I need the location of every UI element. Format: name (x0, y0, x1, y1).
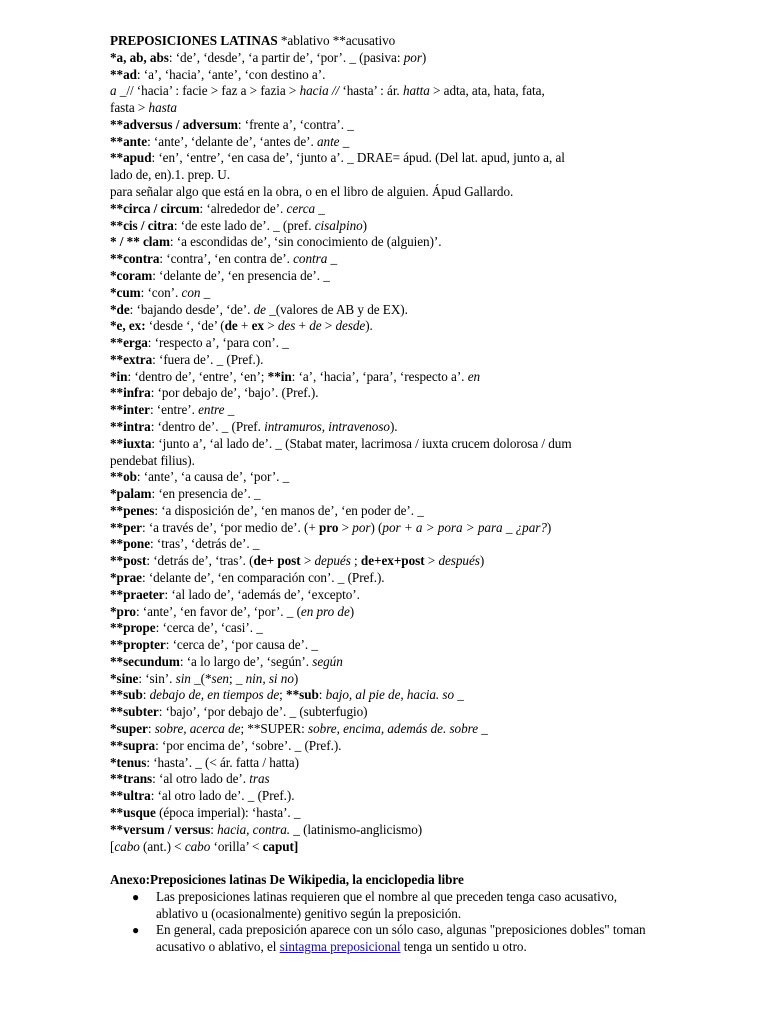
entry-text: ) (293, 670, 299, 686)
entry-text: (ant.) < (139, 838, 185, 854)
entry-text: : ‘frente a’, ‘contra’. _ (237, 116, 354, 132)
entry-text: _ (339, 133, 350, 149)
entry-keyword: *cum (110, 284, 141, 300)
entry-keyword: pro (319, 519, 339, 535)
entry-text: : ‘ante’, ‘delante de’, ‘antes de’. (147, 133, 317, 149)
entry-keyword: **ante (110, 133, 148, 149)
entry-italic-text: de (309, 318, 322, 334)
entry-line (110, 839, 660, 856)
entry-line (110, 251, 660, 268)
entry-keyword: de (224, 318, 238, 334)
entry-line (110, 419, 660, 436)
entry-keyword: * / ** clam (110, 234, 170, 250)
entry-italic-text: después (438, 553, 480, 569)
entry-line (110, 117, 660, 134)
entry-italic-text: hasta (148, 100, 177, 116)
entry-text: : ‘al otro lado de’. _ (Pref.). (150, 788, 295, 804)
entry-italic-text: depués (314, 553, 351, 569)
entry-text: para señalar algo que está en la obra, o en el libro de alguien. Ápud Gallardo. (110, 184, 514, 200)
entry-text: pendebat filius). (110, 452, 195, 468)
entry-text: _ (478, 721, 488, 737)
annex-bullet-item (132, 922, 660, 956)
entry-text: _ (224, 402, 235, 418)
entry-line (110, 553, 660, 570)
entry-keyword: de+ex+post (360, 553, 425, 569)
entry-keyword: *tenus (110, 754, 147, 770)
entry-italic-text: con (181, 284, 201, 300)
entry-text: : ‘cerca de’, ‘por causa de’. _ (165, 637, 318, 653)
entry-keyword: *pro (110, 603, 136, 619)
bullet-icon: ● (132, 889, 140, 904)
entry-text: ) (349, 603, 355, 619)
entry-text: > (300, 553, 315, 569)
entry-line (110, 318, 660, 335)
annex-bullet-text: Las preposiciones latinas requieren que el nombre al que preceden tenga caso acusativo, ablativo u (ocasionalmente) genitivo según la preposición. (156, 888, 618, 921)
entry-italic-text: ante (316, 133, 340, 149)
annex-bullet-text: En general, cada preposición aparece con un sólo caso, algunas "preposiciones dobles" toman acusativo o ablativo, el (156, 922, 646, 955)
entry-text: : ‘por debajo de’, ‘bajo’. (Pref.). (150, 385, 319, 401)
entry-text: : ‘sin’. (138, 670, 176, 686)
entry-line (110, 755, 660, 772)
entry-text: _(valores de AB y de EX). (265, 301, 408, 317)
entry-text: ; **SUPER: (240, 721, 309, 737)
entry-keyword: **usque (110, 804, 156, 820)
entry-keyword: **post (110, 553, 147, 569)
entry-text: ; (350, 553, 361, 569)
entry-italic-text: en pro de (300, 603, 350, 619)
entry-text: : ‘a través de’, ‘por medio de’. (+ (141, 519, 319, 535)
entry-keyword: **sub (286, 687, 319, 703)
entry-line (110, 100, 660, 117)
entry-text: : ‘alrededor de’. (199, 200, 287, 216)
entry-line (110, 520, 660, 537)
entry-text: _(* (190, 670, 212, 686)
entry-italic-text: des (277, 318, 296, 334)
entry-keyword: **in (267, 368, 292, 384)
entry-keyword: *prae (110, 570, 142, 585)
entry-text: ‘orilla’ < (210, 838, 263, 854)
entry-keyword: **prope (110, 620, 156, 636)
entry-italic-text: de (253, 301, 266, 317)
entry-italic-text: cisalpino (314, 217, 363, 233)
entry-text: : ‘por encima de’, ‘sobre’. _ (Pref.). (155, 737, 342, 753)
entry-keyword: *super (110, 721, 148, 737)
entry-italic-text: desde (335, 318, 366, 334)
entry-text: : ‘en’, ‘entre’, ‘en casa de’, ‘junto a’. _ DRAE= ápud. (Del lat. apud, junto a, al (151, 150, 565, 166)
entry-text: _ (454, 687, 464, 703)
bullet-icon: ● (132, 923, 140, 938)
entry-text: : ‘de’, ‘desde’, ‘a partir de’, ‘por’. _ (pasiva: (168, 49, 404, 65)
entry-line (110, 671, 660, 688)
entry-text: ; (279, 687, 287, 703)
entry-text: _ (327, 251, 338, 267)
annex-bullet-item (132, 888, 660, 923)
entry-text: ). (365, 318, 373, 334)
entry-text: ) ( (370, 519, 383, 535)
spacer (110, 855, 660, 872)
entry-text: : ‘a escondidas de’, ‘sin conocimiento de (alguien)’. (169, 234, 442, 250)
entry-italic-text: nin, si no (245, 670, 294, 686)
entry-text: : ‘al lado de’, ‘además de’, ‘excepto’. (164, 586, 360, 602)
entry-line (110, 150, 660, 167)
entry-text: > (263, 318, 278, 334)
entry-text: : ‘detrás de’, ‘tras’. ( (146, 553, 254, 569)
entry-line (110, 604, 660, 621)
entry-keyword: **infra (110, 385, 151, 401)
entry-keyword: **subter (110, 704, 159, 720)
entry-text: > (321, 318, 336, 334)
preposition-list (110, 50, 660, 856)
entry-italic-text: bajo, al pie de, hacia. so (325, 687, 455, 703)
entry-text: : ‘hasta’. _ (< ár. fatta / hatta) (146, 754, 299, 770)
entry-line (110, 822, 660, 839)
entry-text: : ‘a’, ‘hacia’, ‘para’, ‘respecto a’. (291, 368, 468, 384)
entry-keyword: de+ post (253, 553, 301, 569)
entry-line (110, 385, 660, 402)
entry-line (110, 654, 660, 671)
entry-line (110, 201, 660, 218)
entry-keyword: **per (110, 519, 142, 535)
entry-line (110, 771, 660, 788)
entry-text: ) (362, 217, 367, 233)
entry-italic-text: sobre, encima, además de. sobre (308, 721, 479, 737)
entry-text: : ‘dentro de’. _ (Pref. (150, 418, 265, 434)
entry-line (110, 687, 660, 704)
entry-italic-text: sen (211, 670, 229, 686)
entry-keyword: *palam (110, 486, 152, 502)
entry-keyword: **versum / versus (110, 821, 211, 837)
entry-text: : ‘ante’, ‘en favor de’, ‘por’. _ ( (135, 603, 301, 619)
entry-keyword: *a, ab, abs (110, 49, 169, 65)
entry-line (110, 436, 660, 453)
entry-text: : ‘a’, ‘hacia’, ‘ante’, ‘con destino a’. (136, 66, 326, 82)
entry-text: fasta > (110, 100, 149, 116)
entry-text: : ‘cerca de’, ‘casi’. _ (155, 620, 263, 636)
entry-text: _ (latinismo-anglicismo) (290, 821, 423, 837)
entry-keyword: **intra (110, 418, 151, 434)
entry-text: lado de, en).1. prep. U. (110, 167, 231, 183)
entry-line (110, 67, 660, 84)
title-case-note: *ablativo **acusativo (277, 33, 396, 48)
entry-text: : ‘fuera de’. _ (Pref.). (152, 351, 264, 367)
entry-italic-text: contra (293, 251, 328, 267)
entry-line (110, 570, 660, 587)
entry-text: : (142, 687, 150, 703)
entry-text: : ‘delante de’, ‘en presencia de’. _ (152, 267, 330, 283)
annex-bullet-text: tenga un sentido u otro. (400, 939, 527, 955)
entry-line (110, 402, 660, 419)
entry-keyword: **pone (110, 536, 151, 552)
entry-line (110, 620, 660, 637)
entry-italic-text: por (403, 49, 422, 65)
entry-line (110, 721, 660, 738)
entry-text: : ‘respecto a’, ‘para con’. _ (147, 335, 289, 351)
entry-text: ) (546, 519, 552, 535)
entry-italic-text: según (312, 653, 343, 669)
entry-text: : ‘delante de’, ‘en comparación con’. _ (Pref.). (141, 570, 385, 585)
entry-text: : ‘tras’, ‘detrás de’. _ (150, 536, 260, 552)
entry-text: : ‘contra’, ‘en contra de’. (159, 251, 294, 267)
entry-line (110, 285, 660, 302)
entry-keyword: **apud (110, 150, 152, 166)
entry-line (110, 50, 660, 67)
entry-keyword: **iuxta (110, 435, 152, 451)
entry-line (110, 83, 660, 100)
entry-italic-text: cabo (114, 838, 140, 854)
entry-text: _ (315, 200, 325, 216)
entry-keyword: *coram (110, 267, 153, 283)
entry-text: : ‘en presencia de’. _ (151, 486, 261, 502)
entry-text: : ‘ante’, ‘a causa de’, ‘por’. _ (136, 469, 290, 485)
entry-line (110, 704, 660, 721)
entry-text: : (147, 721, 155, 737)
sintagma-link[interactable]: sintagma preposicional (279, 939, 401, 955)
entry-italic-text: hacia // (299, 83, 340, 99)
entry-text: : ‘junto a’, ‘al lado de’. _ (Stabat mater, lacrimosa / iuxta crucem dolorosa / dum (151, 435, 572, 451)
entry-line (110, 587, 660, 604)
entry-line (110, 637, 660, 654)
entry-text: ‘hasta’ : ár. (339, 83, 403, 99)
entry-keyword: *e, ex: (110, 318, 146, 334)
entry-line (110, 335, 660, 352)
entry-keyword: *sine (110, 670, 139, 686)
entry-text: : ‘a disposición de’, ‘en manos de’, ‘en poder de’. _ (154, 502, 424, 518)
entry-text: ). (389, 418, 398, 434)
entry-keyword: **trans (110, 771, 153, 787)
entry-line (110, 352, 660, 369)
entry-italic-text: en (467, 368, 481, 384)
entry-keyword: **sub (110, 687, 143, 703)
document-page (110, 33, 660, 956)
entry-text: : ‘a lo largo de’, ‘según’. (179, 653, 313, 669)
entry-text: ) (421, 49, 427, 65)
entry-keyword: caput] (262, 838, 299, 854)
entry-line (110, 805, 660, 822)
entry-italic-text: cerca (286, 200, 316, 216)
entry-line (110, 486, 660, 503)
entry-keyword: **contra (110, 251, 160, 267)
entry-keyword: *in (110, 368, 128, 384)
entry-text: + (237, 318, 252, 334)
entry-italic-text: hacia, contra. (217, 821, 291, 837)
entry-text: ; _ (228, 670, 246, 686)
entry-keyword: **erga (110, 335, 148, 351)
entry-italic-text: por + a > pora > para _ ¿par? (382, 519, 547, 535)
entry-line (110, 738, 660, 755)
entry-text: : (210, 821, 218, 837)
entry-text: + (295, 318, 310, 334)
entry-text: (época imperial): ‘hasta’. _ (155, 804, 301, 820)
entry-italic-text: entre (198, 402, 225, 418)
entry-italic-text: tras (249, 771, 270, 787)
entry-text: ) (479, 553, 485, 569)
annex-bullet-list (110, 889, 660, 956)
entry-keyword: *de (110, 301, 130, 317)
entry-keyword: **extra (110, 351, 153, 367)
entry-line (110, 788, 660, 805)
entry-italic-text: sin (175, 670, 191, 686)
entry-text: ‘desde ‘, ‘de’ ( (145, 318, 225, 334)
entry-text: : ‘bajo’, ‘por debajo de’. _ (subterfugio) (158, 704, 368, 720)
entry-keyword: **secundum (110, 653, 180, 669)
entry-text: _// ‘hacia’ : facie > faz a > fazia > (116, 83, 300, 99)
entry-text: > (338, 519, 353, 535)
entry-keyword: ex (251, 318, 264, 334)
entry-keyword: **circa / circum (110, 200, 200, 216)
entry-text: : ‘de este lado de’. _ (pref. (173, 217, 315, 233)
entry-keyword: **penes (110, 502, 155, 518)
entry-keyword: **ob (110, 469, 137, 485)
entry-line (110, 234, 660, 251)
entry-keyword: **supra (110, 737, 156, 753)
title-main: PREPOSICIONES LATINAS (110, 33, 278, 48)
entry-keyword: **cis / citra (110, 217, 174, 233)
entry-text: : (318, 687, 326, 703)
entry-italic-text: a (110, 83, 117, 99)
entry-text: > (424, 553, 439, 569)
entry-line (110, 134, 660, 151)
entry-keyword: **praeter (110, 586, 165, 602)
entry-text: : ‘con’. (140, 284, 182, 300)
entry-line (110, 218, 660, 235)
entry-italic-text: debajo de, en tiempos de (149, 687, 280, 703)
entry-italic-text: cabo (184, 838, 211, 854)
entry-keyword: **ultra (110, 788, 151, 804)
entry-keyword: **propter (110, 637, 166, 653)
entry-text: : ‘al otro lado de’. (152, 771, 250, 787)
entry-text: : ‘entre’. (149, 402, 199, 418)
entry-line (110, 369, 660, 386)
entry-line (110, 184, 660, 201)
entry-text: : ‘bajando desde’, ‘de’. (129, 301, 254, 317)
entry-line (110, 268, 660, 285)
entry-italic-text: hatta (402, 83, 430, 99)
entry-keyword: **adversus / adversum (110, 116, 238, 132)
document-title (110, 33, 660, 50)
annex-heading: Anexo:Preposiciones latinas De Wikipedia, la enciclopedia libre (110, 872, 464, 888)
entry-italic-text: por (352, 519, 371, 535)
entry-line (110, 536, 660, 553)
entry-line (110, 167, 660, 184)
entry-text: : ‘dentro de’, ‘entre’, ‘en’; (127, 368, 268, 384)
entry-line (110, 469, 660, 486)
entry-keyword: **inter (110, 402, 150, 418)
entry-line (110, 503, 660, 520)
entry-text: > adta, ata, hata, fata, (429, 83, 545, 99)
entry-line (110, 302, 660, 319)
entry-line (110, 453, 660, 470)
entry-text: [ (110, 838, 115, 854)
entry-text: _ (200, 284, 211, 300)
entry-keyword: **ad (110, 66, 137, 82)
entry-italic-text: intramuros, intravenoso (264, 418, 390, 434)
entry-italic-text: sobre, acerca de (154, 721, 241, 737)
